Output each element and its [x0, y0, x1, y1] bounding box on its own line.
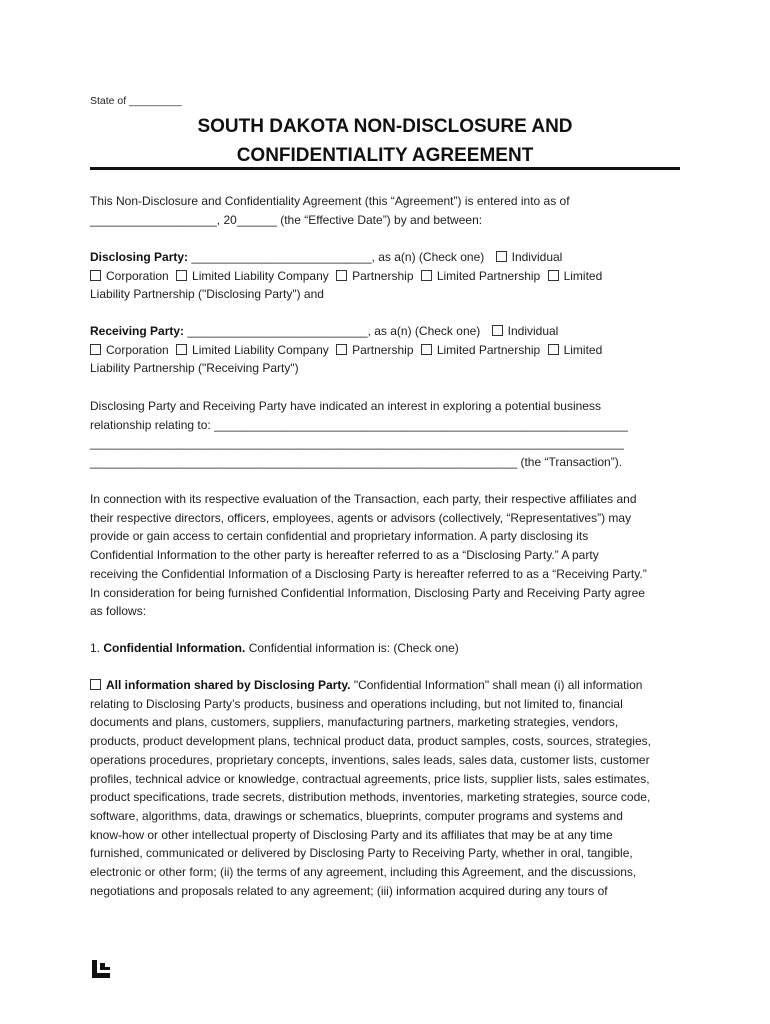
all-information-line: negotiations and proposals related to any agreement; (iii) information acquired during any tours of [90, 883, 608, 898]
transaction-line[interactable]: relationship relating to: ______________________________________________________________ [90, 417, 628, 432]
receiving-party-line3: Liability Partnership ("Receiving Party") [90, 361, 299, 376]
checkbox-limited-partnership[interactable] [421, 344, 432, 355]
title-line-2: CONFIDENTIALITY AGREEMENT [236, 145, 534, 166]
connection-line: as follows: [90, 604, 147, 619]
section-text: Confidential information is: (Check one) [245, 641, 459, 655]
checkbox-individual[interactable] [496, 251, 507, 262]
disclosing-party-block [90, 248, 682, 304]
connection-line: receiving the Confidential Information of a Disclosing Party is hereafter referred to as a “Receiving Party.” [90, 566, 647, 581]
checkbox-llc[interactable] [176, 344, 187, 355]
intro-line: This Non-Disclosure and Confidentiality Agreement (this “Agreement”) is entered into as of [90, 194, 570, 208]
option-llp-label: Limited [563, 342, 603, 357]
option-lp-label: Limited Partnership [436, 268, 541, 283]
section-number: 1. [90, 641, 101, 655]
disclosing-party-name-blank[interactable]: ___________________________, as a(n) (Check one) [188, 250, 485, 264]
all-information-line: profiles, technical advice or knowledge, contractual agreements, price lists, supplier lists, sales estimates, [90, 771, 650, 786]
checkbox-corporation[interactable] [90, 344, 101, 355]
connection-line: provide or gain access to certain confidential and proprietary information. A party disclosing its [90, 529, 589, 544]
checkbox-llc[interactable] [176, 270, 187, 281]
section-title: Confidential Information. [103, 641, 246, 655]
intro-paragraph [90, 192, 682, 229]
checkbox-partnership[interactable] [336, 270, 347, 281]
checkbox-all-information[interactable] [90, 679, 101, 690]
transaction-line[interactable]: ________________________________________________________________ (the “Transaction”). [90, 455, 623, 470]
all-information-line: relating to Disclosing Party’s products, business and operations including, but not limited to, financial [90, 696, 623, 711]
all-information-paragraph [90, 676, 682, 900]
all-information-line: furnished, communicated or delivered by Disclosing Party to Receiving Party, whether in oral, tangible, [90, 846, 633, 861]
checkbox-partnership[interactable] [336, 344, 347, 355]
checkbox-llp[interactable] [548, 344, 559, 355]
all-information-heading: All information shared by Disclosing Party. [106, 678, 351, 692]
connection-paragraph [90, 490, 682, 621]
transaction-paragraph [90, 397, 682, 472]
all-information-line: product specifications, trade secrets, distribution methods, inventories, marketing strategies, source code, [90, 790, 651, 805]
connection-line: In connection with its respective evaluation of the Transaction, each party, their respective affiliates and [90, 492, 637, 506]
option-partnership-label: Partnership [352, 268, 414, 283]
receiving-party-block [90, 322, 682, 378]
receiving-party-label: Receiving Party: [90, 324, 185, 338]
title-line-1: SOUTH DAKOTA NON-DISCLOSURE AND [197, 116, 573, 137]
option-individual-label: Individual [511, 250, 563, 264]
all-information-line: know-how or other intellectual property of Disclosing Party and its affiliates that may be at any time [90, 827, 613, 842]
all-information-line: operations procedures, proprietary concepts, inventions, sales leads, sales data, customer lists, customer [90, 752, 650, 767]
connection-line: In consideration for being furnished Confidential Information, Disclosing Party and Receiving Party agree [90, 585, 645, 600]
title-divider [90, 167, 680, 170]
option-partnership-label: Partnership [352, 342, 414, 357]
connection-line: their respective directors, officers, employees, agents or advisors (collectively, “Representatives”) may [90, 510, 632, 525]
intro-line: ___________________, 20______ (the “Effective Date”) by and between: [90, 212, 483, 227]
all-information-line: documents and plans, customers, suppliers, manufacturing partners, marketing strategies, vendors, [90, 715, 619, 730]
legal-templates-logo-icon [92, 960, 110, 978]
option-llc-label: Limited Liability Company [192, 342, 329, 357]
checkbox-llp[interactable] [548, 270, 559, 281]
checkbox-corporation[interactable] [90, 270, 101, 281]
option-corporation-label: Corporation [106, 342, 169, 357]
receiving-party-name-blank[interactable]: ___________________________, as a(n) (Check one) [184, 324, 481, 338]
transaction-line[interactable]: ________________________________________________________________________________ [90, 436, 624, 451]
option-corporation-label: Corporation [106, 268, 169, 283]
transaction-line: Disclosing Party and Receiving Party have indicated an interest in exploring a potential business [90, 399, 601, 413]
checkbox-limited-partnership[interactable] [421, 270, 432, 281]
all-information-line: electronic or other form; (ii) the terms of any agreement, including this Agreement, and the discussions, [90, 865, 637, 880]
disclosing-party-label: Disclosing Party: [90, 250, 189, 264]
option-lp-label: Limited Partnership [436, 342, 541, 357]
connection-line: Confidential Information to the other party is hereafter referred to as a “Disclosing Party.” A party [90, 548, 599, 563]
all-information-line: software, algorithms, data, drawings or schematics, blueprints, computer programs and systems and [90, 808, 623, 823]
disclosing-party-line3: Liability Partnership ("Disclosing Party") and [90, 287, 324, 302]
option-llp-label: Limited [563, 268, 603, 283]
checkbox-individual[interactable] [492, 325, 503, 336]
all-information-text: "Confidential Information" shall mean (i) all information [350, 678, 643, 692]
state-line: State of _________ [90, 95, 182, 107]
option-individual-label: Individual [507, 324, 559, 338]
section-1-heading [90, 639, 682, 658]
option-llc-label: Limited Liability Company [192, 268, 329, 283]
document-title [90, 112, 680, 170]
all-information-line: products, product development plans, technical product data, product samples, costs, sources, strategies, [90, 734, 651, 749]
